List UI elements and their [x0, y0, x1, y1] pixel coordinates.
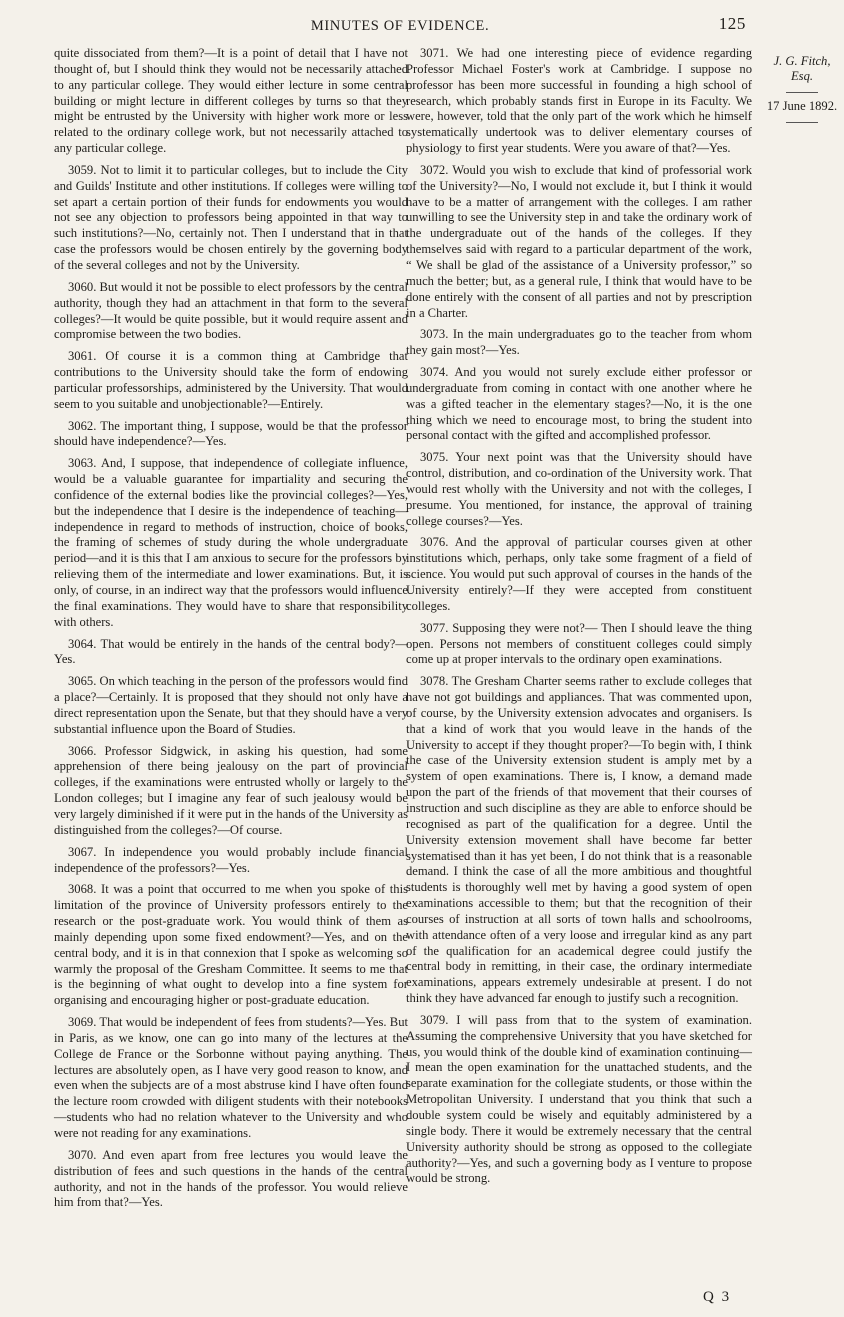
divider [786, 122, 818, 123]
paragraph: 3070. And even apart from free lectures you would leave the distribution of fees and such questions in the hands of the central authority, and not in the hands of the professor. You would relieve him from that?—Yes. [54, 1147, 408, 1210]
paragraph: 3069. That would be independent of fees from students?—Yes. But in Paris, as we know, one can go into many of the lectures at the College de France or the Sorbonne without paying anything. The lectures are absolutely open, as I have very good reason to know, and even when the subjects are of a most abstruse kind I have often found the lecture room crowded with diligent students with their notebooks—students who had no relation whatever to the University and who were not reading for any examinations. [54, 1015, 408, 1140]
paragraph: 3059. Not to limit it to particular colleges, but to include the City and Guilds' Institute and other institutions. If colleges were willing to set apart a certain portion of their funds for endowments you would not see any objection to professors being appointed in that way to such institutions?—No, certainly not. Then I understand that in that case the professors would be chosen entirely by the governing body of the several colleges and not by the University. [54, 162, 408, 272]
paragraph: 3068. It was a point that occurred to me when you spoke of this limitation of the province of University professors entirely to the research or the post-graduate work. You would think of them as mainly depending upon some fixed endowment?—Yes, and on the central body, and it is in that connexion that I spoke as welcoming so warmly the proposal of the Gresham Committee. It seems to me that is the beginning of what ought to develop into a fine system for organising and encouraging higher or post-graduate education. [54, 882, 408, 1008]
witness-title: Esq. [790, 69, 814, 83]
paragraph: quite dissociated from them?—It is a point of detail that I have not thought of, but I should think they would not be necessarily attached to any particular college. They would either lecture in some central building or might lecture in different colleges by turns so that they might be entrusted by the University with higher work more or less related to the ordinary college work, but not necessarily attached to any particular college. [54, 46, 408, 156]
paragraph: 3071. We had one interesting piece of evidence regarding Professor Michael Foster's work at Cambridge. I suppose no professor has been more successful in founding a high school of research, which probably stands first in Europe in its Faculty. We were, however, told that the only part of the work which he himself systematically undertook was to deliver elementary courses of physiology to first year students. Were you aware of that?—Yes. [406, 46, 752, 156]
paragraph: 3072. Would you wish to exclude that kind of professorial work of the University?—No, I would not exclude it, but I think it would have to be a matter of arrangement with the colleges. I am rather unwilling to see the University step in and take the ordinary work of the undergraduate out of the hands of the colleges. If they themselves said with regard to a particular department of the work, “ We shall be glad of the assistance of a University professor,” so much the better; but, as a general rule, I think that would have to be done entirely with the consent of all parties and not by prescription in a Charter. [406, 162, 752, 320]
paragraph: 3064. That would be entirely in the hands of the central body?—Yes. [54, 636, 408, 667]
running-title: MINUTES OF EVIDENCE. [310, 18, 490, 34]
evidence-date: 17 June 1892. [766, 99, 838, 113]
paragraph: 3067. In independence you would probably include financial independence of the professors?—Yes. [54, 844, 408, 875]
left-column [54, 46, 408, 1217]
page-number: 125 [718, 14, 746, 33]
paragraph: 3079. I will pass from that to the system of examination. Assuming the comprehensive University that you have sketched for us, you would think of the double kind of examination continuing—I mean the open examination for the unattached students, and the separate examination for the collegiate students, or those within the Metropolitan University. I understand that you think that such a double system could be wisely and equitably administered by a single body. There it would be extremely necessary that the central University authority should be strong as opposed to the collegiate authority?—Yes, and such a governing body as I venture to propose would be strong. [406, 1012, 752, 1186]
paragraph: 3077. Supposing they were not?— Then I should leave the thing open. Persons not members of constituent colleges could simply come up at proper intervals to the ordinary open examinations. [406, 620, 752, 667]
page-header [0, 14, 800, 36]
paragraph: 3062. The important thing, I suppose, would be that the professor should have independence?—Yes. [54, 418, 408, 449]
paragraph: 3078. The Gresham Charter seems rather to exclude colleges that have not got buildings and appliances. That was commented upon, of course, by the University extension advocates and organisers. Is that a kind of work that you would leave in the hands of the University to accept if they thought proper?—To begin with, I think the case of the University extension student is amply met by a system of open examinations. There is, I know, a demand made upon the part of the friends of that movement that their courses of instruction and such discipline as they are able to enforce should be recognised as part of the qualification for a degree. Until the University extension movement shall have become far better systematised than it has yet been, I do not think that is a reasonable demand. I think the case of all the more ambitious and thoughtful students is thoroughly well met by having a good system of open examinations accessible to them; but that the recognition of their courses of instruction at all sorts of town halls and schoolrooms, with attendance often of a very loose and irregular kind as any part of the qualification for an academical degree could justify the central body in remitting, in their case, the ordinary intermediate examinations, appears extremely undesirable at present. I do not think they have advanced far enough to justify such a recognition. [406, 674, 752, 1006]
paragraph: 3060. But would it not be possible to elect professors by the central authority, though they had an attachment in that form to the several colleges?—It would be quite possible, but it would require assent and compromise between the two bodies. [54, 279, 408, 342]
divider [786, 92, 818, 93]
paragraph: 3075. Your next point was that the University should have control, distribution, and co-ordination of the University work. That would rest wholly with the University and not with the colleges, I presume. You mentioned, for instance, the approval of training college courses?—Yes. [406, 450, 752, 528]
margin-note [760, 54, 844, 123]
paragraph: 3066. Professor Sidgwick, in asking his question, had some apprehension of there being jealousy on the part of provincial colleges, if the examinations were entrusted wholly or largely to the London colleges; but I imagine any fear of such jealousy would be very largely diminished if it were put in the hands of the University as distinguished from the colleges?—Of course. [54, 743, 408, 837]
paragraph: 3063. And, I suppose, that independence of collegiate influence, would be a valuable guarantee for impartiality and securing the confidence of the external bodies like the provincial colleges?—Yes, but the independence that I desire is the independence of teaching—independence in regard to methods of instruction, choice of books, the framing of schemes of study during the whole undergraduate period—and it is this that I am anxious to secure for the professors by relieving them of the intermediate and lower examinations. But, it is only, of course, in an indirect way that the professors would influence the final examinations. They would have to share that responsibility with others. [54, 456, 408, 629]
right-column [406, 46, 752, 1193]
signature-mark: Q 3 [703, 1289, 732, 1305]
paragraph: 3074. And you would not surely exclude either professor or undergraduate from coming in contact with one another where he was a gifted teacher in the elementary stages?—No, it is the one thing which we need to encourage most, to bring the student into personal contact with the gifted and accomplished professor. [406, 365, 752, 443]
paragraph: 3065. On which teaching in the person of the professors would find a place?—Certainly. It is proposed that they should not only have a direct representation upon the Senate, but that they should have a very substantial influence upon the Board of Studies. [54, 674, 408, 736]
witness-name: J. G. Fitch, [773, 54, 831, 68]
paragraph: 3061. Of course it is a common thing at Cambridge that contributions to the University should take the form of endowing particular professorships, administered by the University. That would seem to you suitable and unobjectionable?—Entirely. [54, 349, 408, 411]
paragraph: 3073. In the main undergraduates go to the teacher from whom they gain most?—Yes. [406, 327, 752, 358]
paragraph: 3076. And the approval of particular courses given at other institutions which, perhaps, only take some fragment of a field of science. You would put such approval of courses in the hands of the University entirely?—If they were accepted from constituent colleges. [406, 535, 752, 613]
